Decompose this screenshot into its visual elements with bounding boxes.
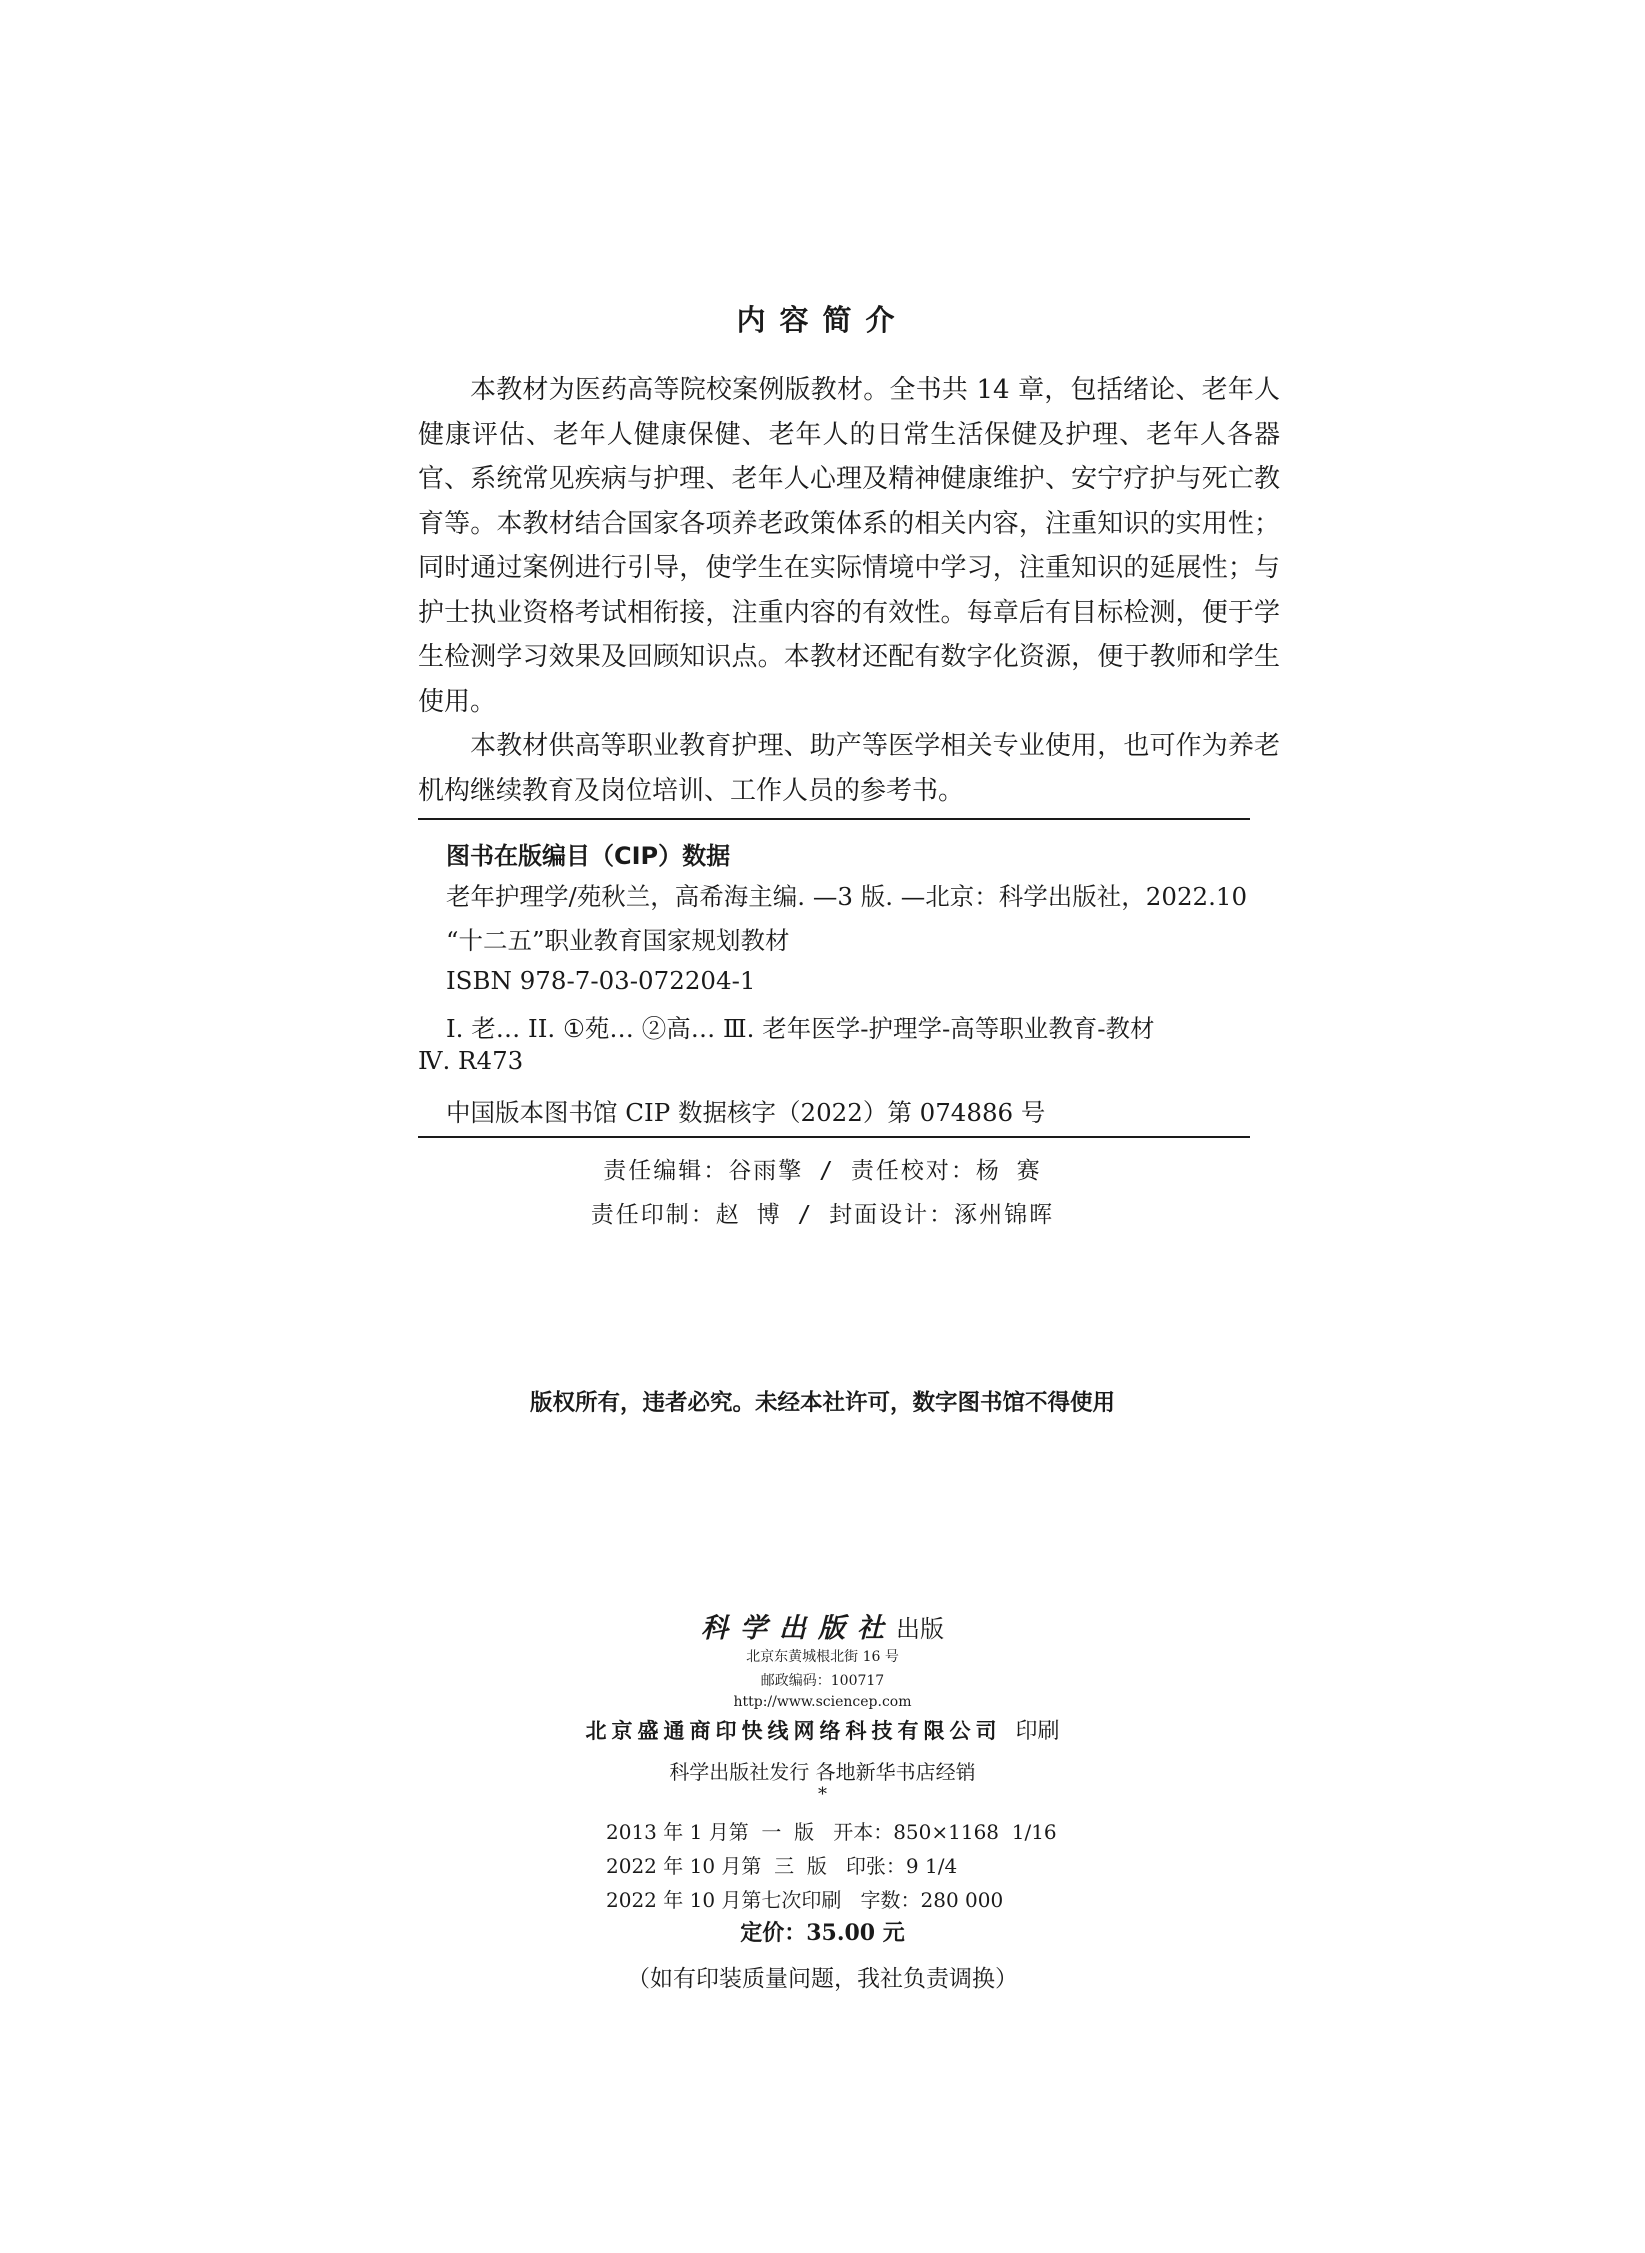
printer-name: 北京盛通商印快线网络科技有限公司 (585, 1718, 1002, 1743)
copyright-notice: 版权所有，违者必究。未经本社许可，数字图书馆不得使用 (529, 1390, 1115, 1416)
publisher-line (0, 1606, 1645, 1645)
intro-paragraph: 本教材供高等职业教育护理、助产等医学相关专业使用，也可作为养老机构继续教育及岗位培训、工作人员的参考书。 (418, 731, 1280, 806)
edition-line: 2022 年 10 月第七次印刷 字数：280 000 (606, 1888, 1004, 1912)
publisher-name: 科学出版社 (701, 1613, 896, 1644)
distribution-line: 科学出版社发行 各地新华书店经销 (669, 1760, 976, 1784)
edition-line: 2013 年 1 月第 一 版 开本：850×1168 1/16 (606, 1820, 1057, 1844)
intro-title: 内容简介 (736, 303, 909, 337)
cip-line: “十二五”职业教育国家规划教材 (446, 926, 790, 955)
publisher-website: http://www.sciencep.com (733, 1694, 912, 1710)
cip-bottom-rule (418, 1136, 1250, 1138)
intro-paragraph: 本教材为医药高等院校案例版教材。全书共 14 章，包括绪论、老年人健康评估、老年人健康保健、老年人的日常生活保健及护理、老年人各器官、系统常见疾病与护理、老年人心理及精神健康维护、安宁疗护与死亡教育等。本教材结合国家各项养老政策体系的相关内容，注重知识的实用性；同时通过案例进行引导，使学生在实际情境中学习，注重知识的延展性；与护士执业资格考试相衔接，注重内容的有效性。每章后有目标检测，便于学生检测学习效果及回顾知识点。本教材还配有数字化资源，便于教师和学生使用。 (418, 375, 1280, 717)
printer-line (0, 1714, 1645, 1745)
cip-line: I. 老… II. ①苑… ②高… Ⅲ. 老年医学-护理学-高等职业教育-教材 (446, 1014, 1155, 1043)
intro-body (418, 368, 1280, 813)
cip-line: 中国版本图书馆 CIP 数据核字（2022）第 074886 号 (446, 1098, 1046, 1127)
quality-note: （如有印装质量问题，我社负责调换） (627, 1966, 1018, 1992)
cip-line: 老年护理学/苑秋兰，高希海主编. —3 版. —北京：科学出版社，2022.10 (446, 882, 1248, 911)
publisher-address: 北京东黄城根北街 16 号 (746, 1649, 899, 1665)
staff-line: 责任编辑：谷雨擎 / 责任校对：杨 赛 (603, 1158, 1042, 1184)
price-line: 定价：35.00 元 (740, 1920, 905, 1946)
cip-line: ISBN 978-7-03-072204-1 (446, 966, 756, 995)
separator-mark: * (818, 1784, 827, 1805)
printer-suffix: 印刷 (1015, 1719, 1060, 1744)
cip-heading: 图书在版编目（CIP）数据 (446, 842, 731, 870)
publisher-suffix: 出版 (896, 1615, 944, 1643)
publisher-postcode: 邮政编码：100717 (760, 1673, 885, 1689)
cip-top-rule (418, 818, 1250, 820)
staff-line: 责任印制：赵 博 / 封面设计：涿州锦晖 (590, 1202, 1055, 1228)
cip-line: Ⅳ. R473 (418, 1046, 524, 1075)
edition-line: 2022 年 10 月第 三 版 印张：9 1/4 (606, 1854, 958, 1878)
